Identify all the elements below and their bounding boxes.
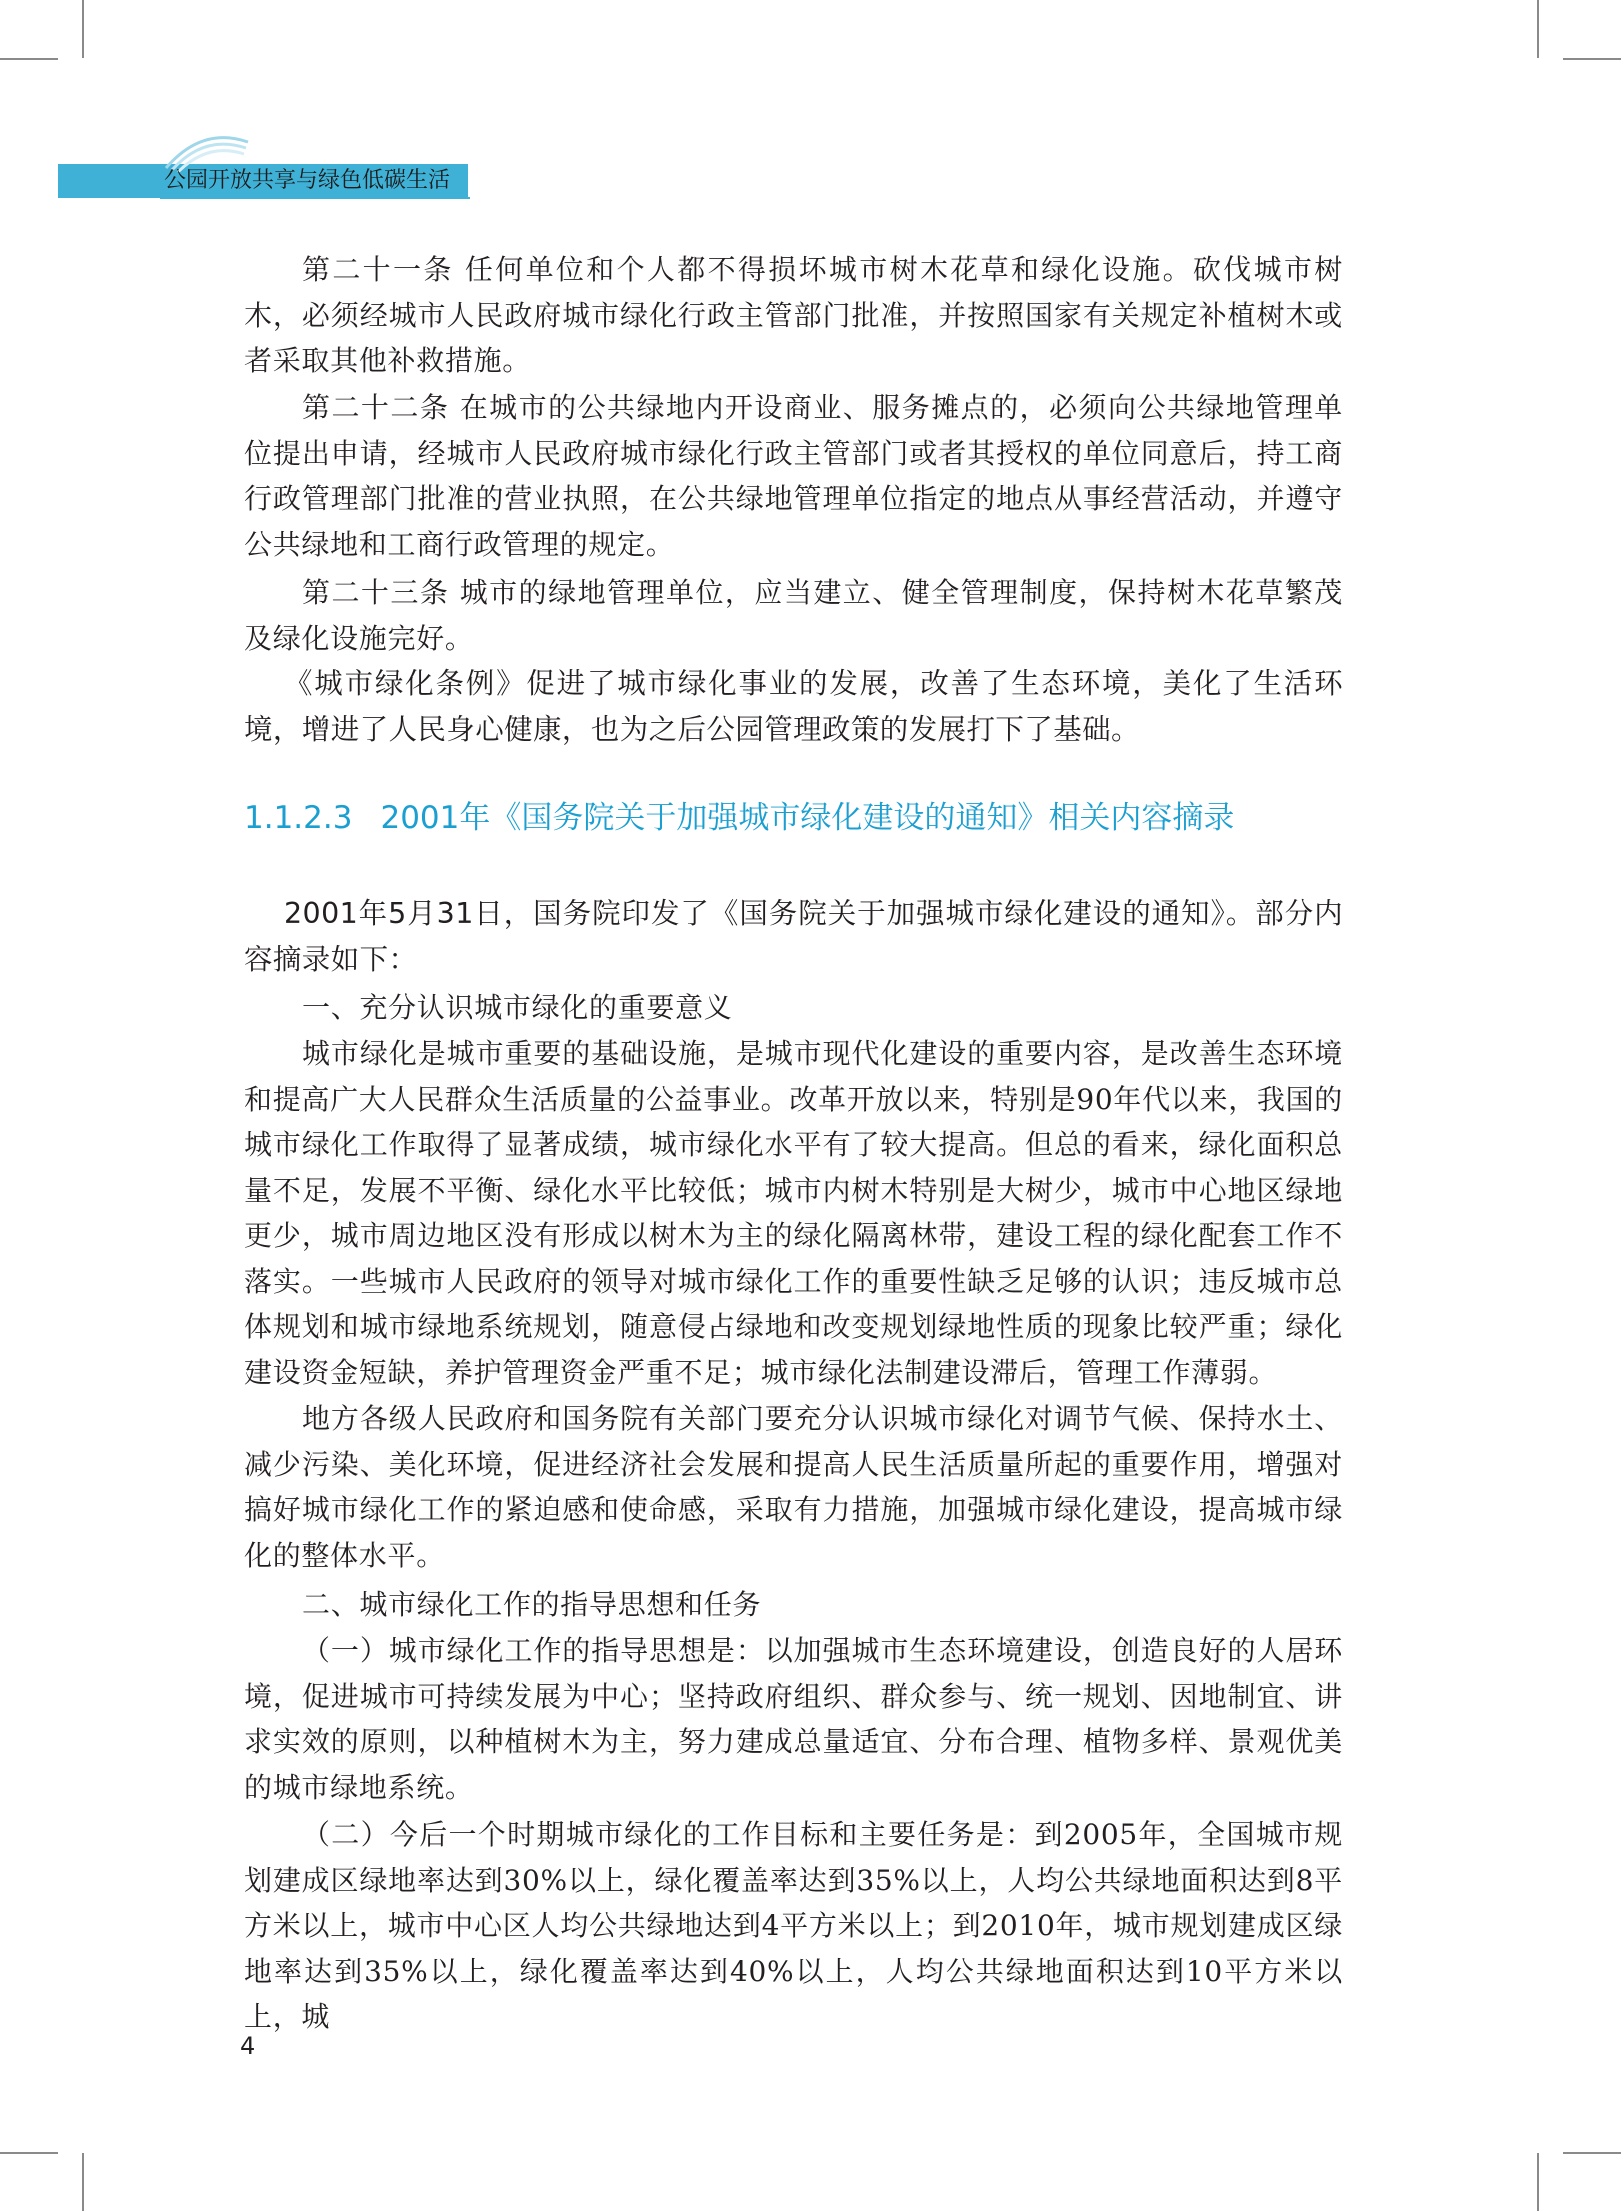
- crop-mark-bottom-right-vertical: [1537, 2153, 1539, 2211]
- paragraph-article-23: 第二十三条 城市的绿地管理单位，应当建立、健全管理制度，保持树木花草繁茂及绿化设施完好。: [244, 576, 1343, 655]
- paragraph-guiding-ideology: （一）城市绿化工作的指导思想是：以加强城市生态环境建设，创造良好的人居环境，促进城市可持续发展为中心；坚持政府组织、群众参与、统一规划、因地制宜、讲求实效的原则，以种植树木为主，努力建成总量适宜、分布合理、植物多样、景观优美的城市绿地系统。: [244, 1634, 1343, 1804]
- paragraph-summary: 《城市绿化条例》促进了城市绿化事业的发展，改善了生态环境，美化了生活环境，增进了人民身心健康，也为之后公园管理政策的发展打下了基础。: [244, 667, 1343, 746]
- crop-mark-bottom-right-horizontal: [1563, 2152, 1621, 2154]
- subheading-significance: 一、充分认识城市绿化的重要意义: [302, 991, 733, 1024]
- section-number: 1.1.2.3: [244, 800, 353, 836]
- crop-mark-top-right-horizontal: [1563, 58, 1621, 60]
- paragraph-article-21: 第二十一条 任何单位和个人都不得损坏城市树木花草和绿化设施。砍伐城市树木，必须经城市人民政府城市绿化行政主管部门批准，并按照国家有关规定补植树木或者采取其他补救措施。: [244, 253, 1343, 377]
- section-title: 2001年《国务院关于加强城市绿化建设的通知》相关内容摘录: [380, 800, 1235, 836]
- paragraph-article-22: 第二十二条 在城市的公共绿地内开设商业、服务摊点的，必须向公共绿地管理单位提出申请，经城市人民政府城市绿化行政主管部门或者其授权的单位同意后，持工商行政管理部门批准的营业执照，在公共绿地管理单位指定的地点从事经营活动，并遵守公共绿地和工商行政管理的规定。: [244, 391, 1343, 561]
- header-rule: [160, 197, 470, 199]
- running-header-title: 公园开放共享与绿色低碳生活: [164, 168, 451, 193]
- paragraph-government-role: 地方各级人民政府和国务院有关部门要充分认识城市绿化对调节气候、保持水土、减少污染、美化环境，促进经济社会发展和提高人民生活质量所起的重要作用，增强对搞好城市绿化工作的紧迫感和使命感，采取有力措施，加强城市绿化建设，提高城市绿化的整体水平。: [244, 1402, 1343, 1572]
- crop-mark-top-right-vertical: [1537, 0, 1539, 58]
- crop-mark-bottom-left-vertical: [82, 2153, 84, 2211]
- crop-mark-bottom-left-horizontal: [0, 2152, 58, 2154]
- subheading-guiding-ideology: 二、城市绿化工作的指导思想和任务: [302, 1588, 762, 1621]
- crop-mark-top-left-vertical: [82, 0, 84, 58]
- page-number: 4: [240, 2032, 256, 2060]
- crop-mark-top-left-horizontal: [0, 58, 58, 60]
- paragraph-section-intro: 2001年5月31日，国务院印发了《国务院关于加强城市绿化建设的通知》。部分内容摘录如下：: [244, 897, 1343, 976]
- paragraph-targets: （二）今后一个时期城市绿化的工作目标和主要任务是：到2005年，全国城市规划建成区绿地率达到30%以上，绿化覆盖率达到35%以上，人均公共绿地面积达到8平方米以上，城市中心区人均公共绿地达到4平方米以上；到2010年，城市规划建成区绿地率达到35%以上，绿化覆盖率达到40%以上，人均公共绿地面积达到10平方米以上，城: [244, 1818, 1343, 2033]
- section-heading: [244, 796, 1234, 840]
- paragraph-significance: 城市绿化是城市重要的基础设施，是城市现代化建设的重要内容，是改善生态环境和提高广大人民群众生活质量的公益事业。改革开放以来，特别是90年代以来，我国的城市绿化工作取得了显著成绩，城市绿化水平有了较大提高。但总的看来，绿化面积总量不足，发展不平衡、绿化水平比较低；城市内树木特别是大树少，城市中心地区绿地更少，城市周边地区没有形成以树木为主的绿化隔离林带，建设工程的绿化配套工作不落实。一些城市人民政府的领导对城市绿化工作的重要性缺乏足够的认识；违反城市总体规划和城市绿地系统规划，随意侵占绿地和改变规划绿地性质的现象比较严重；绿化建设资金短缺，养护管理资金严重不足；城市绿化法制建设滞后，管理工作薄弱。: [244, 1037, 1343, 1389]
